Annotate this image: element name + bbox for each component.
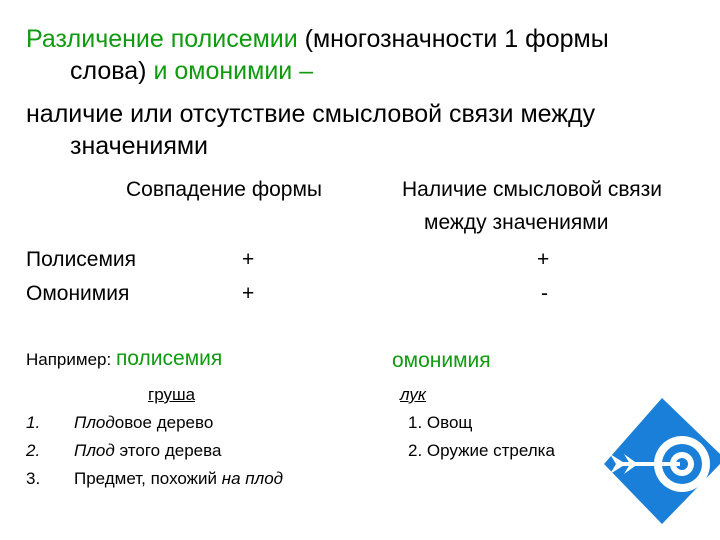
title-line-1 — [26, 24, 609, 54]
cell-homonymy-form-match: + — [242, 282, 255, 305]
polysemy-meaning-1 — [26, 413, 213, 433]
homonymy-meaning-1: 1. Овощ — [408, 413, 473, 432]
row-label-polysemy: Полисемия — [26, 248, 137, 271]
column-header-semantic-link-line2: между значениями — [424, 211, 609, 234]
subtitle-line-1: наличие или отсутствие смысловой связи между — [26, 100, 596, 128]
column-header-form-match: Совпадение формы — [126, 178, 322, 201]
meaning-number: 1. — [26, 413, 41, 432]
meaning-emphasis: Плод — [74, 413, 115, 432]
homonymy-example-word: лук — [400, 385, 426, 404]
example-homonymy-label: омонимия — [392, 349, 491, 372]
cell-polysemy-semantic-link: + — [537, 248, 550, 271]
meaning-text: этого дерева — [114, 441, 222, 460]
title-parenthetical-end: слова) — [70, 57, 154, 85]
example-polysemy-label: полисемия — [115, 347, 223, 370]
cell-polysemy-form-match: + — [242, 248, 255, 271]
polysemy-meaning-3 — [26, 469, 283, 489]
meaning-number: 2. — [26, 441, 41, 460]
title-line-2 — [70, 56, 313, 86]
homonymy-meaning-2: 2. Оружие стрелка — [408, 441, 555, 460]
meaning-number: 3. — [26, 469, 41, 488]
example-prefix: Например: — [26, 350, 116, 369]
polysemy-example-word: груша — [148, 385, 196, 404]
cell-homonymy-semantic-link: - — [541, 282, 548, 305]
polysemy-meaning-2 — [26, 441, 221, 461]
subtitle-line-2: значениями — [70, 132, 209, 160]
meaning-italic-text: на плод — [221, 469, 284, 488]
row-label-homonymy: Омонимия — [26, 282, 130, 305]
meaning-text: Предмет, похожий — [74, 469, 222, 488]
target-icon — [596, 396, 720, 528]
title-parenthetical: (многозначности 1 формы — [304, 25, 609, 53]
meaning-emphasis: Плод — [74, 441, 115, 460]
title-polysemy-text: Различение полисемии — [26, 25, 305, 53]
column-header-semantic-link: Наличие смысловой связи — [402, 178, 663, 201]
title-homonymy-text: и омонимии – — [153, 57, 314, 85]
meaning-text: овое дерево — [114, 413, 214, 432]
example-header — [26, 347, 222, 371]
